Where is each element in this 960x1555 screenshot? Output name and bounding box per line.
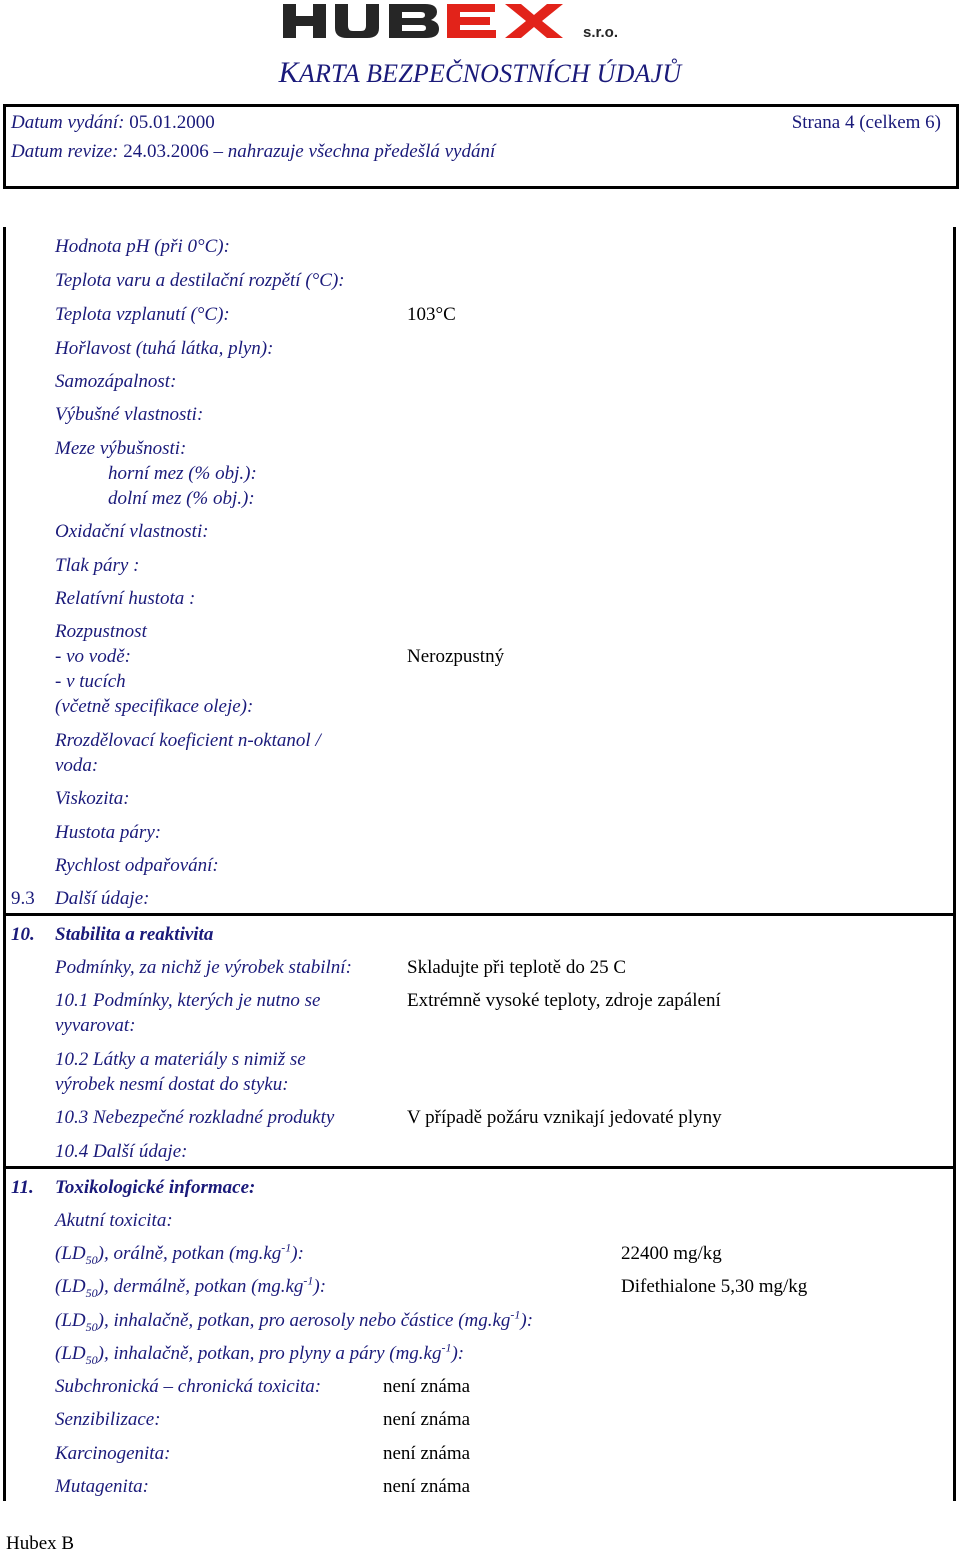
page-info: Strana 4 (celkem 6) bbox=[791, 112, 941, 133]
row-vapour-pressure-label: Tlak páry : bbox=[55, 555, 140, 576]
row-solubility-water-value: Nerozpustný bbox=[407, 646, 505, 667]
footer-text: Hubex B bbox=[6, 1533, 75, 1554]
ld50-dermal-label: $(LD_{50})$, dermálně, potkan $(mg.kg^{-1})$: bbox=[55, 1273, 327, 1300]
revision-date-line bbox=[11, 141, 495, 163]
incompatible-materials-label-2: výrobek nesmí dostat do styku: bbox=[55, 1074, 289, 1095]
section-10-other-label: 10.4 Další údaje: bbox=[55, 1141, 188, 1162]
row-boiling-label: Teplota varu a destilační rozpětí (°C): bbox=[55, 270, 345, 291]
row-explosion-limits-label: Meze výbušnosti: bbox=[55, 438, 187, 459]
ld50-inhalation-gas-label: $(LD_{50})$, inhalačně, potkan, pro plyny a páry $(mg.kg^{-1})$: bbox=[55, 1340, 465, 1367]
row-solubility-label: Rozpustnost bbox=[55, 621, 147, 642]
subchronic-toxicity-value: není známa bbox=[383, 1376, 471, 1397]
ld50-dermal-value: Difethialone 5,30 mg/kg bbox=[621, 1276, 808, 1297]
section-divider-10 bbox=[3, 913, 956, 916]
row-vapour-density-label: Hustota páry: bbox=[55, 822, 162, 843]
stable-conditions-label: Podmínky, za nichž je výrobek stabilní: bbox=[55, 957, 352, 978]
subsection-9-3-number: 9.3 bbox=[11, 888, 35, 909]
subsection-9-3-label: Další údaje: bbox=[55, 888, 150, 909]
carcinogenicity-value: není známa bbox=[383, 1443, 471, 1464]
revision-date-value: 24.03.2006 bbox=[123, 141, 209, 162]
company-logo bbox=[283, 0, 683, 44]
row-oil-spec-label: (včetně specifikace oleje): bbox=[55, 696, 254, 717]
decomposition-products-value: V případě požáru vznikají jedovaté plyny bbox=[407, 1107, 722, 1128]
decomposition-products-label: 10.3 Nebezpečné rozkladné produkty bbox=[55, 1107, 335, 1128]
ld50-oral-label: $(LD_{50})$, orálně, potkan $(mg.kg^{-1})$: bbox=[55, 1240, 304, 1267]
section-10-number: 10. bbox=[11, 924, 35, 945]
row-solubility-fats-label: - v tucích bbox=[55, 671, 126, 692]
incompatible-materials-label: 10.2 Látky a materiály s nimiž se bbox=[55, 1049, 306, 1070]
row-explosive-label: Výbušné vlastnosti: bbox=[55, 404, 204, 425]
sensitization-label: Senzibilizace: bbox=[55, 1409, 161, 1430]
subchronic-toxicity-label: Subchronická – chronická toxicita: bbox=[55, 1376, 322, 1397]
section-divider-11 bbox=[3, 1166, 956, 1169]
svg-text:s.r.o.: s.r.o. bbox=[583, 24, 619, 41]
conditions-avoid-label-2: vyvarovat: bbox=[55, 1015, 136, 1036]
conditions-avoid-value: Extrémně vysoké teploty, zdroje zapálení bbox=[407, 990, 721, 1011]
row-evaporation-label: Rychlost odpařování: bbox=[55, 855, 219, 876]
section-11-title: Toxikologické informace: bbox=[55, 1177, 256, 1198]
document-title: KARTA BEZPEČNOSTNÍCH ÚDAJŮ bbox=[278, 56, 682, 89]
section-11-number: 11. bbox=[11, 1177, 34, 1198]
issue-date-label: Datum vydání: bbox=[11, 112, 125, 133]
issue-date-value: 05.01.2000 bbox=[129, 112, 215, 133]
ld50-inhalation-aerosol-label: $(LD_{50})$, inhalačně, potkan, pro aerosoly nebo částice $(mg.kg^{-1})$: bbox=[55, 1307, 534, 1334]
row-flash-point-value: 103°C bbox=[407, 304, 456, 325]
row-partition-coef-label: Rrozdělovací koeficient n-oktanol / bbox=[55, 730, 321, 751]
row-solubility-water-label: - vo vodě: bbox=[55, 646, 131, 667]
row-flash-point-label: Teplota vzplanutí (°C): bbox=[55, 304, 230, 325]
issue-date-line bbox=[11, 112, 215, 134]
stable-conditions-value: Skladujte při teplotě do 25 C bbox=[407, 957, 627, 978]
row-upper-limit-label: horní mez (% obj.): bbox=[108, 463, 257, 484]
mutagenicity-label: Mutagenita: bbox=[55, 1476, 149, 1497]
row-oxidizing-label: Oxidační vlastnosti: bbox=[55, 521, 209, 542]
row-ph-label: Hodnota pH (při 0°C): bbox=[55, 236, 230, 257]
sensitization-value: není známa bbox=[383, 1409, 471, 1430]
conditions-avoid-label: 10.1 Podmínky, kterých je nutno se bbox=[55, 990, 321, 1011]
mutagenicity-value: není známa bbox=[383, 1476, 471, 1497]
revision-note: – nahrazuje všechna předešlá vydání bbox=[208, 141, 496, 162]
section-10-title: Stabilita a reaktivita bbox=[55, 924, 214, 945]
row-autoignition-label: Samozápalnost: bbox=[55, 371, 177, 392]
hubex-logo-image bbox=[283, 0, 683, 44]
carcinogenicity-label: Karcinogenita: bbox=[55, 1443, 171, 1464]
row-viscosity-label: Viskozita: bbox=[55, 788, 130, 809]
row-relative-density-label: Relatívní hustota : bbox=[55, 588, 196, 609]
ld50-oral-value: 22400 mg/kg bbox=[621, 1243, 722, 1264]
row-partition-coef-label-2: voda: bbox=[55, 755, 99, 776]
row-flammability-label: Hořlavost (tuhá látka, plyn): bbox=[55, 338, 274, 359]
revision-date-label: Datum revize: bbox=[11, 141, 119, 162]
row-lower-limit-label: dolní mez (% obj.): bbox=[108, 488, 255, 509]
acute-toxicity-label: Akutní toxicita: bbox=[55, 1210, 173, 1231]
